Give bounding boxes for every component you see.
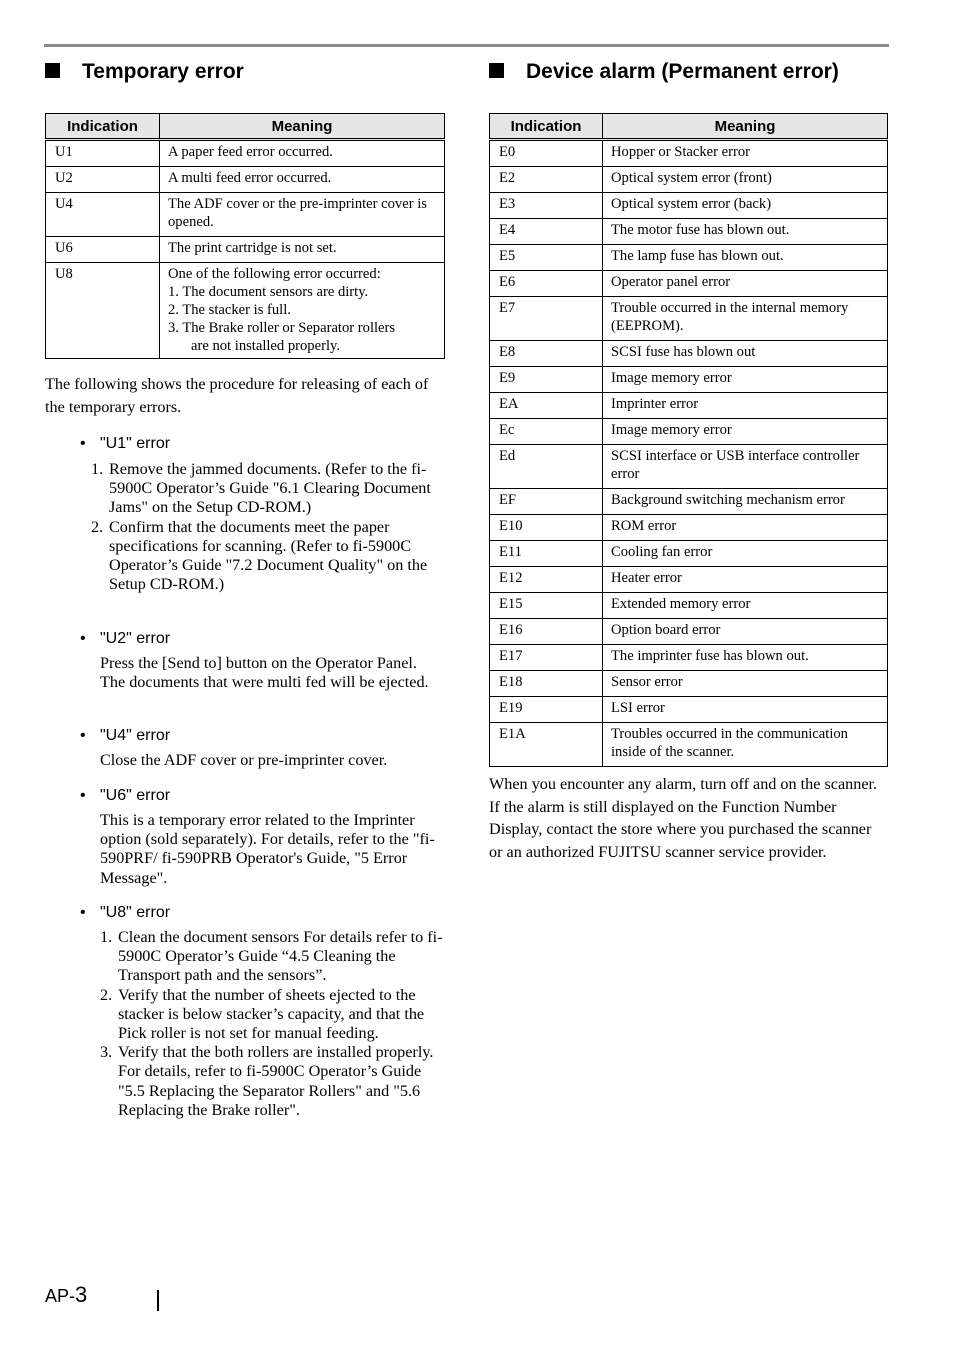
u4-error-text: Close the ADF cover or pre-imprinter cover. [100,751,388,769]
list-item: 1. Clean the document sensors For details refer to fi-5900C Operator’s Guide “4.5 Cleaning the Transport path and the sensors”. [100,928,443,985]
meaning-cell: The imprinter fuse has blown out. [603,645,888,671]
table-row [490,193,888,219]
u2-error-text: Press the [Send to] button on the Operator Panel. The documents that were multi fed will be ejected. [100,654,429,692]
indication-cell: E8 [490,341,603,367]
indication-cell: U8 [46,263,160,359]
list-item: 2. The stacker is full. [168,302,291,318]
indication-cell: E16 [490,619,603,645]
list-item: 1. The document sensors are dirty. [168,284,369,300]
table-row [490,419,888,445]
meaning-cell: Troubles occurred in the communication inside of the scanner. [603,723,888,767]
u2-error-title: • "U2" error [80,630,171,647]
page-number: AP-3 [45,1282,88,1307]
meaning-text: One of the following error occurred: [168,266,381,282]
meaning-cell: SCSI fuse has blown out [603,341,888,367]
indication-cell: E15 [490,593,603,619]
table-row [490,515,888,541]
indication-cell: E10 [490,515,603,541]
meaning-cell: The print cartridge is not set. [160,237,445,263]
table-row [490,393,888,419]
meaning-cell: ROM error [603,515,888,541]
device-alarm-table [489,113,888,767]
indication-cell: U1 [46,140,160,167]
meaning-cell: A paper feed error occurred. [160,140,445,167]
u6-error-title: • "U6" error [80,787,171,804]
temporary-error-table [45,113,445,359]
bullet-icon: • [80,904,86,921]
u6-error-text: This is a temporary error related to the Imprinter option (sold separately). For details, refer to the "fi-590PRF/ fi-590PRB Operator's Guide, "5 Error Message". [100,811,435,887]
meaning-cell: LSI error [603,697,888,723]
table-row [490,341,888,367]
meaning-cell: Option board error [603,619,888,645]
table-row [46,140,445,167]
meaning-cell: A multi feed error occurred. [160,167,445,193]
u1-error-steps [91,460,445,594]
footer-divider [157,1290,159,1311]
indication-cell: E1A [490,723,603,767]
indication-cell: E18 [490,671,603,697]
indication-cell: E17 [490,645,603,671]
meaning-cell: Imprinter error [603,393,888,419]
table-header-row [46,114,445,140]
meaning-cell: Heater error [603,567,888,593]
list-item: 3. The Brake roller or Separator rollers [168,320,396,336]
column-header-meaning: Meaning [160,114,445,140]
meaning-cell: Cooling fan error [603,541,888,567]
column-header-indication: Indication [46,114,160,140]
meaning-cell: The lamp fuse has blown out. [603,245,888,271]
meaning-cell: SCSI interface or USB interface controller error [603,445,888,489]
indication-cell: E7 [490,297,603,341]
table-row [490,567,888,593]
square-bullet-icon [489,63,504,78]
bullet-icon: • [80,727,86,744]
square-bullet-icon [45,63,60,78]
meaning-cell: Image memory error [603,367,888,393]
list-item: are not installed properly. [191,338,340,354]
table-row [46,263,445,359]
indication-cell: U4 [46,193,160,237]
indication-cell: E3 [490,193,603,219]
table-row [490,671,888,697]
alarm-instructions: When you encounter any alarm, turn off and on the scanner. If the alarm is still displayed on the Function Number Display, contact the store where you purchased the scanner or an authorized FUJITSU scanner service provider. [489,775,878,861]
table-row [490,219,888,245]
temporary-error-heading: Temporary error [45,60,244,84]
indication-cell: E12 [490,567,603,593]
bullet-icon: • [80,787,86,804]
list-item: 1. Remove the jammed documents. (Refer to the fi-5900C Operator’s Guide "6.1 Clearing Document Jams" on the Setup CD-ROM.) [91,460,431,517]
indication-cell: E0 [490,140,603,167]
table-row [490,593,888,619]
meaning-cell: Optical system error (front) [603,167,888,193]
table-row [490,645,888,671]
device-alarm-heading: Device alarm (Permanent error) [489,60,839,84]
list-item: 3. Verify that the both rollers are installed properly. For details, refer to fi-5900C Operator’s Guide "5.5 Replacing the Separator Rollers" and "5.6 Replacing the Brake roller". [100,1043,434,1119]
meaning-cell: Background switching mechanism error [603,489,888,515]
procedure-intro: The following shows the procedure for releasing of each of the temporary errors. [45,375,429,416]
indication-cell: E19 [490,697,603,723]
indication-cell: U2 [46,167,160,193]
meaning-cell: Extended memory error [603,593,888,619]
indication-cell: Ed [490,445,603,489]
meaning-cell: Trouble occurred in the internal memory (EEPROM). [603,297,888,341]
indication-cell: E4 [490,219,603,245]
table-row [46,193,445,237]
meaning-cell: Image memory error [603,419,888,445]
u1-error-title: • "U1" error [80,435,171,452]
meaning-cell: The motor fuse has blown out. [603,219,888,245]
meaning-cell [160,263,445,359]
table-row [46,167,445,193]
meaning-cell: The ADF cover or the pre-imprinter cover is opened. [160,193,445,237]
list-item: 2. Verify that the number of sheets ejected to the stacker is below stacker’s capacity, and that the Pick roller is not set for manual feeding. [100,985,425,1043]
indication-cell: EA [490,393,603,419]
cause-list [168,283,436,355]
table-row [490,619,888,645]
meaning-cell: Optical system error (back) [603,193,888,219]
meaning-cell: Hopper or Stacker error [603,140,888,167]
table-row [490,367,888,393]
indication-cell: EF [490,489,603,515]
indication-cell: E6 [490,271,603,297]
table-row [490,271,888,297]
indication-cell: E11 [490,541,603,567]
list-item: 2. Confirm that the documents meet the paper specifications for scanning. (Refer to fi-5900C Operator’s Guide "7.2 Document Quality" on the Setup CD-ROM.) [91,517,428,594]
table-row [490,723,888,767]
u8-error-steps [100,928,445,1120]
table-row [490,697,888,723]
top-rule [44,44,889,47]
column-header-indication: Indication [490,114,603,140]
bullet-icon: • [80,435,86,452]
indication-cell: E5 [490,245,603,271]
u4-error-title: • "U4" error [80,727,171,744]
indication-cell: U6 [46,237,160,263]
table-row [46,237,445,263]
table-row [490,445,888,489]
table-row [490,167,888,193]
table-row [490,297,888,341]
table-row [490,541,888,567]
indication-cell: E9 [490,367,603,393]
table-row [490,140,888,167]
bullet-icon: • [80,630,86,647]
table-row [490,489,888,515]
meaning-cell: Operator panel error [603,271,888,297]
table-row [490,245,888,271]
indication-cell: Ec [490,419,603,445]
table-header-row [490,114,888,140]
meaning-cell: Sensor error [603,671,888,697]
indication-cell: E2 [490,167,603,193]
u8-error-title: • "U8" error [80,904,171,921]
column-header-meaning: Meaning [603,114,888,140]
